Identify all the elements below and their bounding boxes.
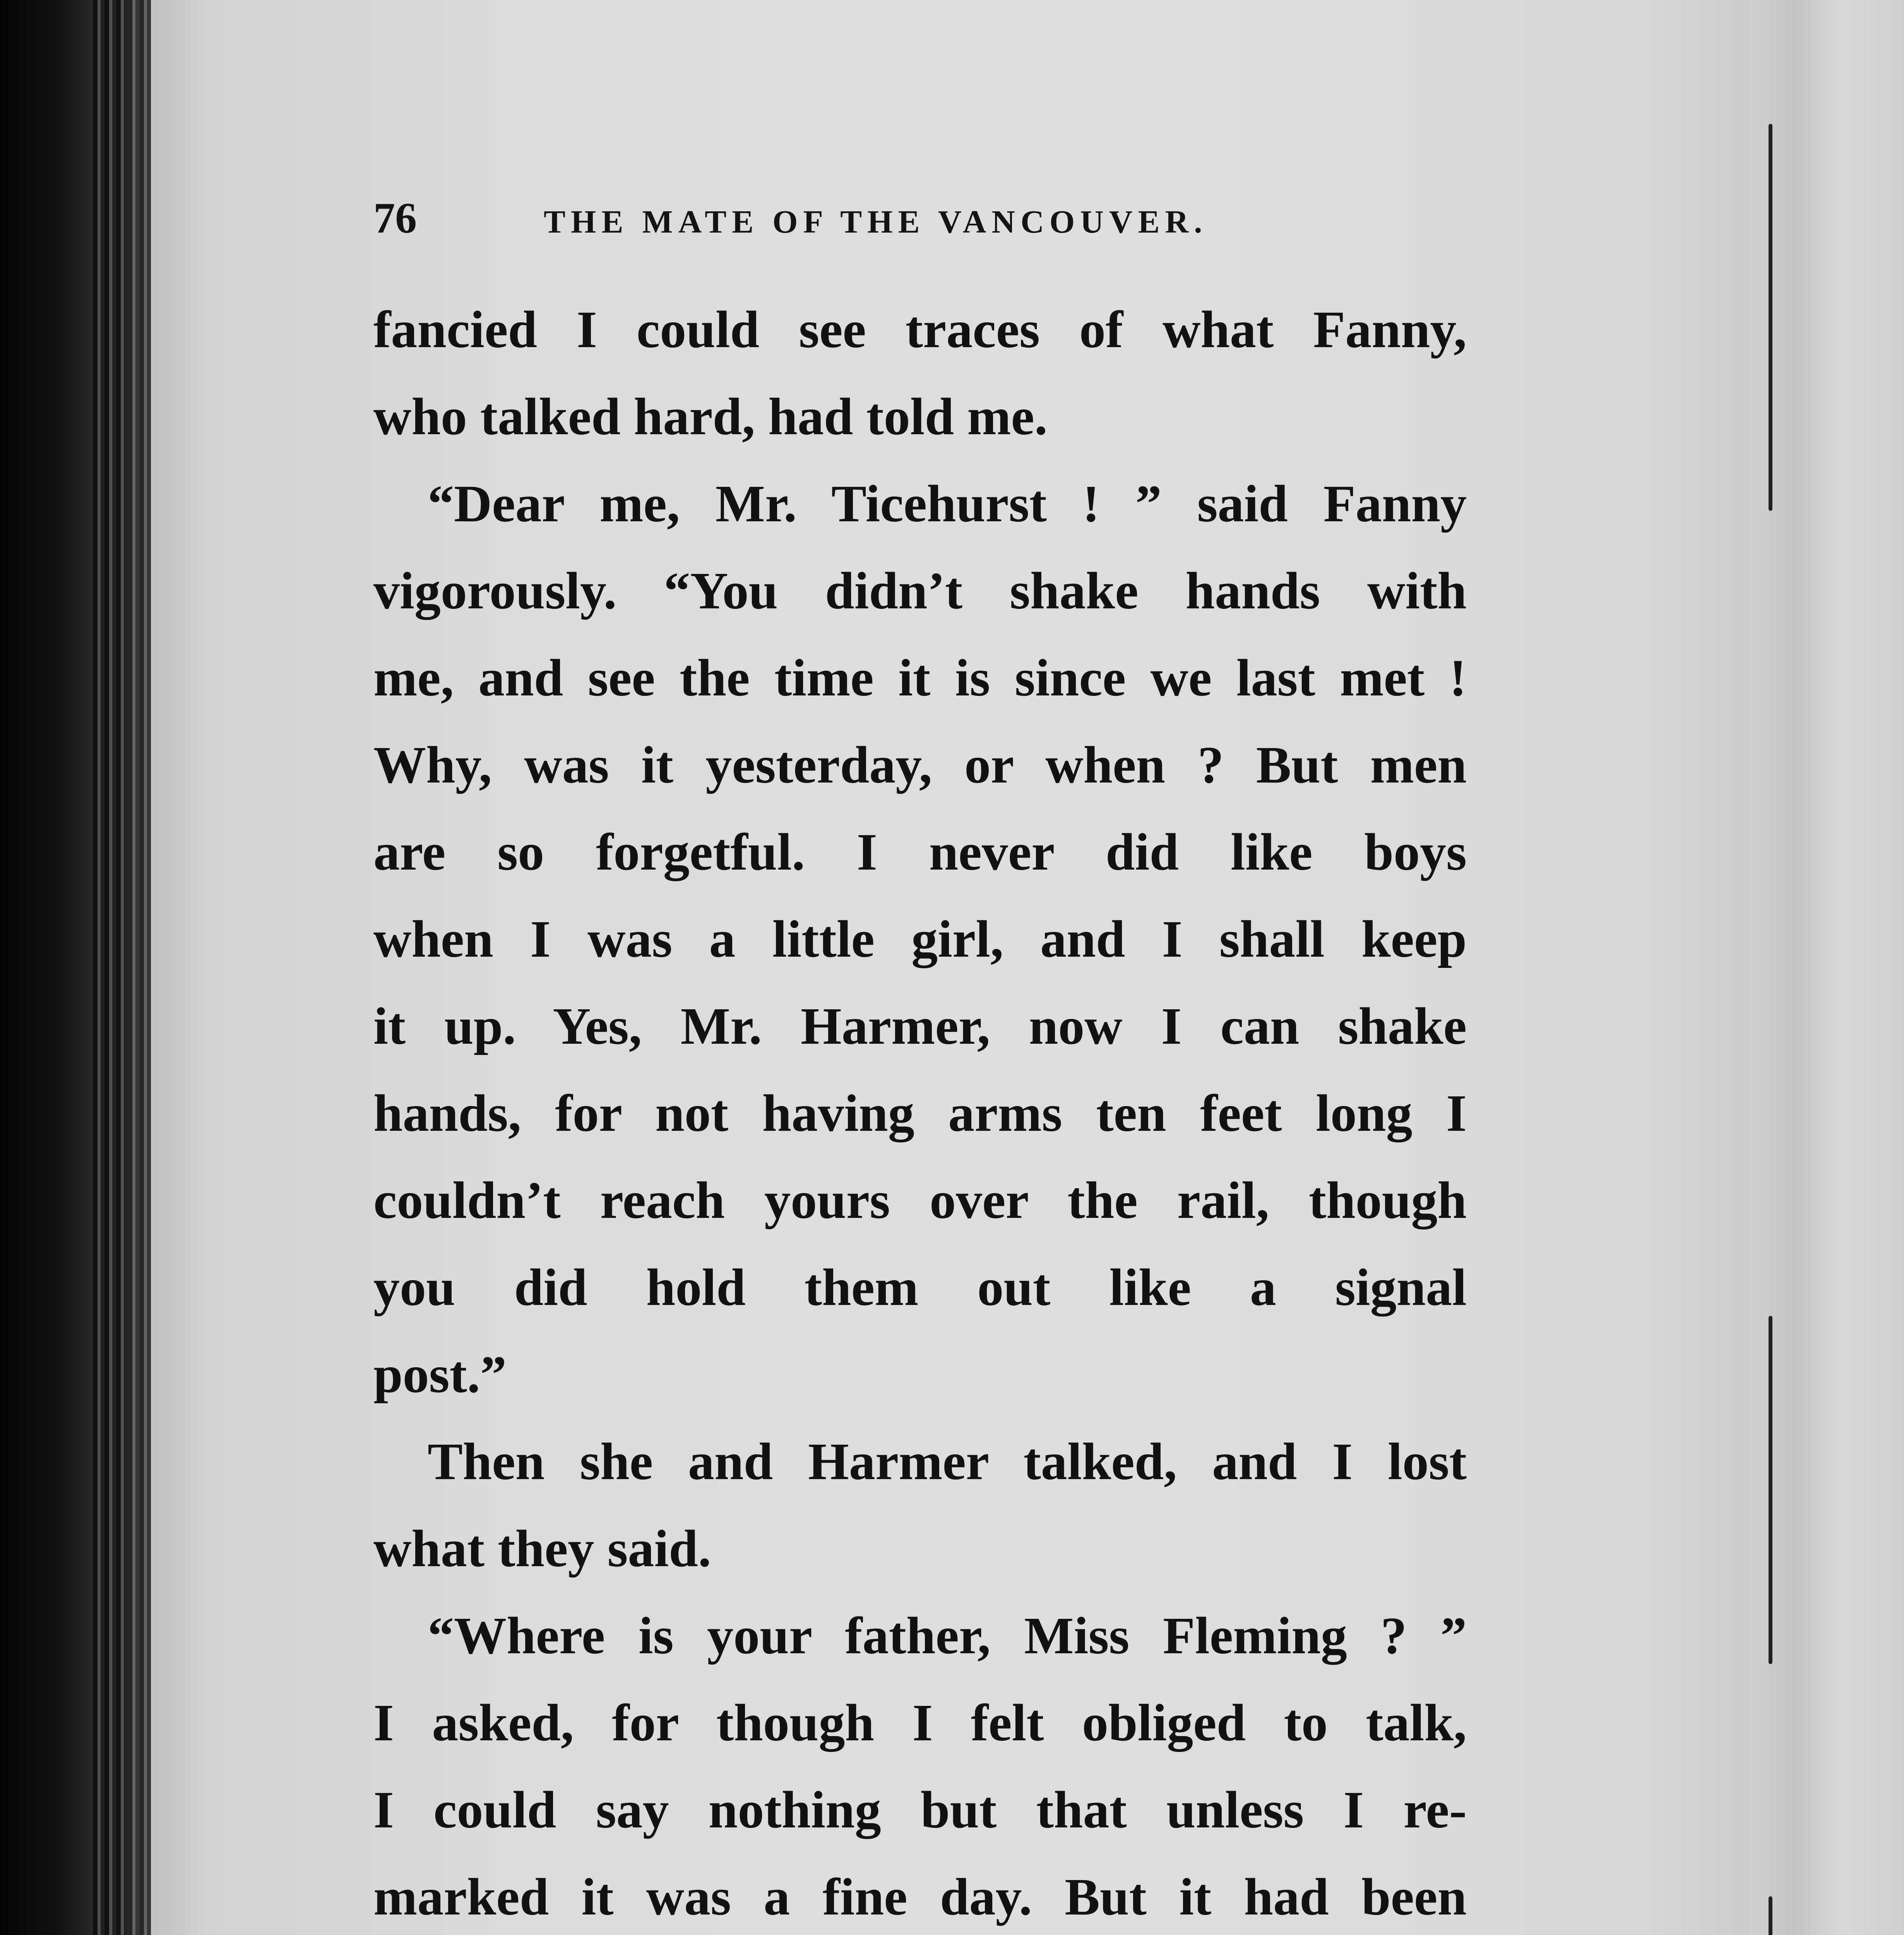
text-line: I could say nothing but that unless I re- [373, 1781, 1467, 1839]
fold-crease [1769, 124, 1772, 511]
right-page-fold [1749, 0, 1904, 1935]
text-line: what they said. [373, 1520, 711, 1578]
text-line: are so forgetful. I never did like boys [373, 823, 1467, 881]
text-line: when I was a little girl, and I shall keep [373, 910, 1467, 968]
text-line: vigorously. “You didn’t shake hands with [373, 562, 1467, 620]
fold-crease [1769, 1316, 1772, 1664]
page-number: 76 [373, 194, 417, 242]
text-line: I asked, for though I felt obliged to talk, [373, 1694, 1467, 1752]
running-head [373, 194, 1496, 244]
text-line: fancied I could see traces of what Fanny, [373, 301, 1467, 359]
text-line: me, and see the time it is since we last met ! [373, 649, 1467, 707]
text-line: you did hold them out like a signal [373, 1259, 1467, 1317]
text-line: who talked hard, had told me. [373, 388, 1048, 446]
text-line: “Dear me, Mr. Ticehurst ! ” said Fanny [428, 475, 1467, 533]
text-line: it up. Yes, Mr. Harmer, now I can shake [373, 997, 1467, 1055]
running-title: THE MATE OF THE VANCOUVER. [544, 204, 1208, 240]
text-line: Why, was it yesterday, or when ? But men [373, 736, 1467, 794]
text-line: “Where is your father, Miss Fleming ? ” [428, 1607, 1467, 1665]
text-line: marked it was a fine day. But it had been [373, 1868, 1467, 1926]
text-line: post.” [373, 1346, 507, 1404]
body-text [373, 286, 1467, 1935]
text-line: hands, for not having arms ten feet long I [373, 1084, 1467, 1142]
text-line: couldn’t reach yours over the rail, though [373, 1171, 1467, 1229]
fold-crease [1769, 1896, 1772, 1935]
page-edges [93, 0, 151, 1935]
text-line: Then she and Harmer talked, and I lost [428, 1433, 1467, 1491]
